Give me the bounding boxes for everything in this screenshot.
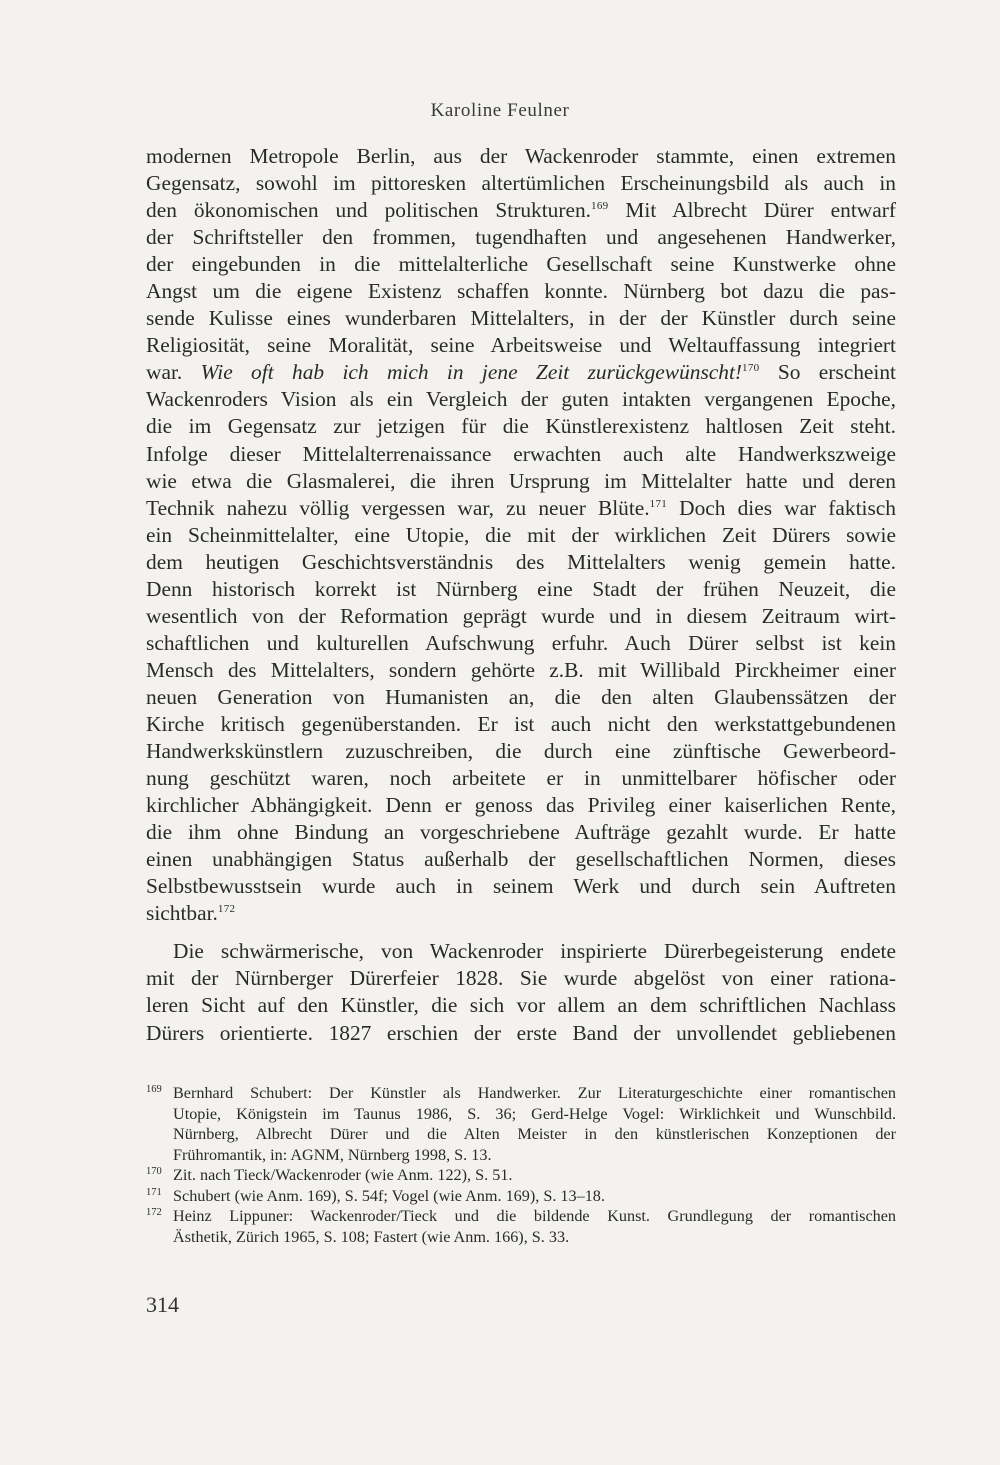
footnote-line: Bernhard Schubert: Der Künstler als Handwerker. Zur Literaturgeschichte einer romantischen [173, 1084, 896, 1102]
footnote-line: Heinz Lippuner: Wackenroder/Tieck und die bildende Kunst. Grundlegung der romantischen [173, 1207, 896, 1225]
footnote-171 [146, 1186, 896, 1207]
footnote-number: 169 [146, 1084, 162, 1095]
footnote-number: 172 [146, 1207, 162, 1218]
text-line: Wackenroders Vision als ein Vergleich der guten intakten vergangenen Epoche, [146, 387, 896, 412]
paragraph-1 [146, 143, 896, 927]
footnote-line: Zit. nach Tieck/Wackenroder (wie Anm. 122), S. 51. [173, 1166, 513, 1184]
text-line: Mensch des Mittelalters, sondern gehörte z.B. mit Willibald Pirckheimer einer [146, 657, 896, 682]
text-segment: war. [146, 360, 201, 385]
text-line: einen unabhängigen Status außerhalb der gesellschaftlichen Normen, dieses [146, 847, 896, 872]
text-line: nung geschützt waren, noch arbeitete er in unmittelbarer höfischer oder [146, 766, 896, 791]
text-line: Handwerkskünstlern zuzuschreiben, die durch eine zünftische Gewerbeord- [146, 739, 896, 764]
text-segment: Technik nahezu völlig vergessen war, zu neuer Blüte. [146, 495, 650, 520]
text-line: Gegensatz, sowohl im pittoresken altertümlichen Erscheinungsbild als auch in [146, 171, 896, 196]
text-line: Denn historisch korrekt ist Nürnberg eine Stadt der frühen Neuzeit, die [146, 576, 896, 601]
footnote-ref-171[interactable]: 171 [649, 497, 668, 510]
text-line: wesentlich von der Reformation geprägt wurde und in diesem Zeitraum wirt- [146, 603, 896, 628]
footnote-line: Nürnberg, Albrecht Dürer und die Alten Meister in den künstlerischen Konzeptionen der [173, 1125, 896, 1143]
text-line [146, 900, 896, 927]
text-line: der eingebunden in die mittelalterliche Gesellschaft seine Kunstwerke ohne [146, 252, 896, 277]
text-line: Kirche kritisch gegenüberstanden. Er ist auch nicht den werkstattgebundenen [146, 711, 896, 736]
footnote-169 [146, 1083, 896, 1165]
footnotes [146, 1083, 896, 1247]
text-line: Die schwärmerische, von Wackenroder inspirierte Dürerbegeisterung endete [173, 939, 896, 964]
text-line: dem heutigen Geschichtsverständnis des Mittelalters wenig gemein hatte. [146, 549, 896, 574]
footnote-line: Ästhetik, Zürich 1965, S. 108; Fastert (wie Anm. 166), S. 33. [173, 1227, 570, 1246]
paragraph-gap [146, 927, 896, 938]
text-line: sende Kulisse eines wunderbaren Mittelalters, in der der Künstler durch seine [146, 306, 896, 331]
page-number: 314 [146, 1292, 179, 1317]
text-segment: sichtbar. [146, 901, 218, 926]
footnote-172 [146, 1206, 896, 1247]
running-head: Karoline Feulner [430, 100, 570, 121]
text-segment: Doch dies war faktisch [667, 495, 896, 520]
text-line [146, 359, 896, 386]
text-line: leren Sicht auf den Künstler, die sich vor allem an dem schriftlichen Nachlass [146, 993, 896, 1018]
text-line: die im Gegensatz zur jetzigen für die Künstlerexistenz haltlosen Zeit steht. [146, 414, 896, 439]
footnote-ref-169[interactable]: 169 [591, 199, 609, 212]
text-segment: Mit Albrecht Dürer entwarf [608, 198, 896, 223]
text-line [146, 495, 896, 522]
text-line: ein Scheinmittelalter, eine Utopie, die mit der wirklichen Zeit Dürers sowie [146, 522, 896, 547]
text-line: wie etwa die Glasmalerei, die ihren Ursprung im Mittelalter hatte und deren [146, 468, 896, 493]
footnote-line: Frühromantik, in: AGNM, Nürnberg 1998, S. 13. [173, 1145, 492, 1164]
text-line: modernen Metropole Berlin, aus der Wackenroder stammte, einen extremen [146, 144, 896, 168]
italic-quote: Wie oft hab ich mich in jene Zeit zurückgewünscht! [200, 360, 743, 385]
text-segment: den ökonomischen und politischen Strukturen. [146, 198, 592, 223]
text-line: Angst um die eigene Existenz schaffen konnte. Nürnberg bot dazu die pas- [146, 279, 896, 304]
text-line: die ihm ohne Bindung an vorgeschriebene Aufträge gezahlt wurde. Er hatte [146, 820, 896, 845]
text-line: Infolge dieser Mittelalterrenaissance erwachten auch alte Handwerkszweige [146, 441, 896, 466]
text-line: Dürers orientierte. 1827 erschien der erste Band der unvollendet gebliebenen [146, 1020, 896, 1045]
footnote-170 [146, 1165, 896, 1186]
footnote-number: 170 [146, 1166, 162, 1177]
footnote-number: 171 [146, 1186, 162, 1198]
text-line: der Schriftsteller den frommen, tugendhaften und angesehenen Handwerker, [146, 225, 896, 250]
text-line: neuen Generation von Humanisten an, die den alten Glaubenssätzen der [146, 684, 896, 709]
text-line: schaftlichen und kulturellen Aufschwung erfuhr. Auch Dürer selbst ist kein [146, 630, 896, 655]
body-text [146, 143, 896, 1047]
footnote-ref-172[interactable]: 172 [217, 903, 236, 916]
footnote-ref-170[interactable]: 170 [742, 362, 760, 375]
text-line [146, 197, 896, 224]
footnote-line: Utopie, Königstein im Taunus 1986, S. 36; Gerd-Helge Vogel: Wirklichkeit und Wunschbild. [173, 1104, 896, 1123]
text-line: mit der Nürnberger Dürerfeier 1828. Sie wurde abgelöst von einer rationa- [146, 966, 896, 991]
text-line: Religiosität, seine Moralität, seine Arbeitsweise und Weltauffassung integriert [146, 333, 896, 358]
text-segment: So erscheint [759, 360, 896, 385]
text-line: Selbstbewusstsein wurde auch in seinem Werk und durch sein Auftreten [146, 874, 896, 899]
footnote-line: Schubert (wie Anm. 169), S. 54f; Vogel (wie Anm. 169), S. 13–18. [173, 1186, 605, 1205]
text-line: kirchlicher Abhängigkeit. Denn er genoss das Privileg einer kaiserlichen Rente, [146, 793, 896, 818]
paragraph-2 [146, 938, 896, 1046]
